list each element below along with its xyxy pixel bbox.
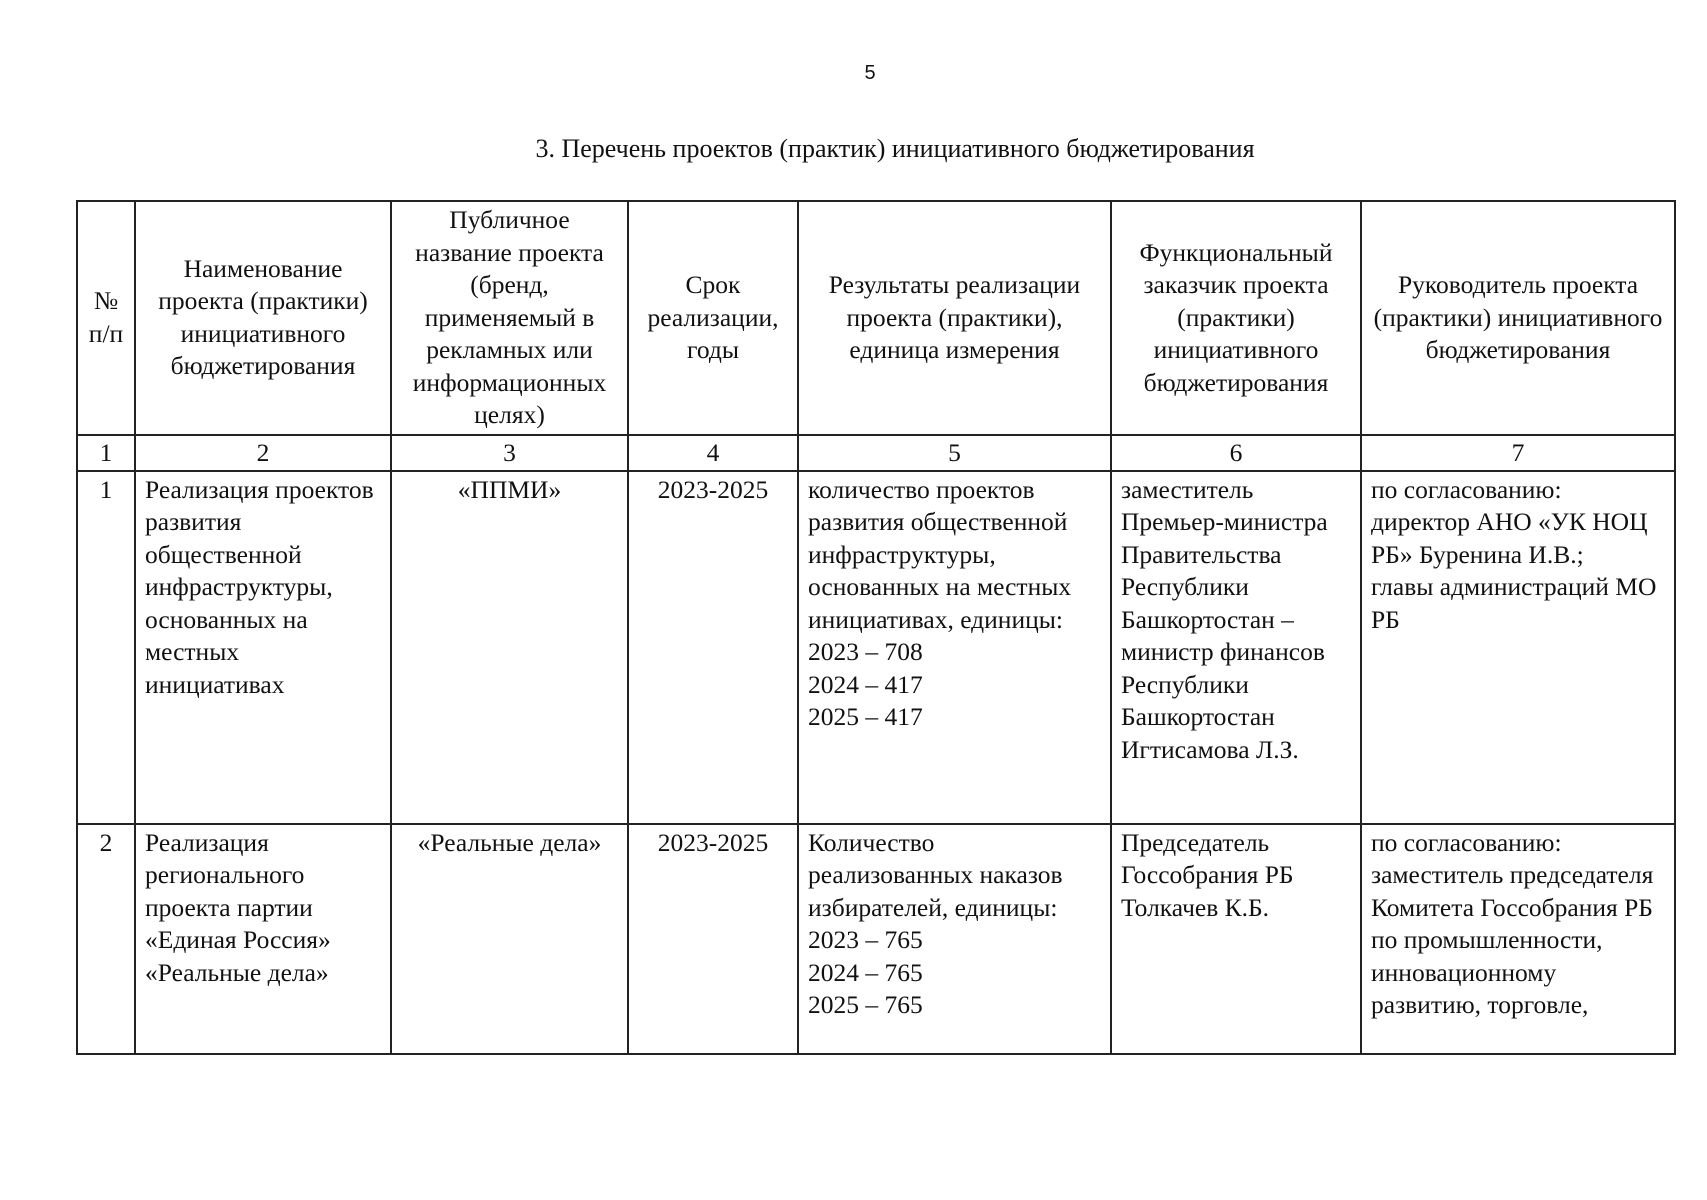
row-results [798, 824, 1111, 1054]
column-header-results: Результаты реализации проекта (практики), единица измерения [798, 201, 1111, 435]
row-customer: Председатель Госсобрания РБ Толкачев К.Б. [1111, 824, 1361, 1054]
column-number: 1 [77, 435, 135, 471]
results-line: 2023 – 765 [808, 925, 923, 954]
table-row [77, 824, 1675, 1054]
column-header-project-name: Наименование проекта (практики) инициативного бюджетирования [135, 201, 391, 435]
column-header-public-name: Публичное название проекта (бренд, применяемый в рекламных или информационных целях) [391, 201, 628, 435]
row-period: 2023-2025 [628, 471, 798, 824]
results-line: 2023 – 708 [808, 637, 923, 666]
row-customer: заместитель Премьер-министра Правительства Республики Башкортостан – министр финансов Республики Башкортостан Игтисамова Л.З. [1111, 471, 1361, 824]
results-line: 2025 – 765 [808, 990, 923, 1019]
row-project-head [1361, 824, 1675, 1054]
column-header-customer: Функциональный заказчик проекта (практики) инициативного бюджетирования [1111, 201, 1361, 435]
column-header-number: № п/п [77, 201, 135, 435]
row-project-name: Реализация регионального проекта партии «Единая Россия» «Реальные дела» [135, 824, 391, 1054]
results-line: 2025 – 417 [808, 702, 923, 731]
head-line: по согласованию: [1371, 474, 1562, 504]
page-number: 5 [864, 62, 876, 84]
column-header-project-head: Руководитель проекта (практики) инициативного бюджетирования [1361, 201, 1675, 435]
head-line: по согласованию: [1371, 827, 1562, 857]
head-line: заместитель председателя Комитета Госсобрания РБ [1371, 860, 1654, 922]
row-results [798, 471, 1111, 824]
column-number: 3 [391, 435, 628, 471]
head-line: главы администраций МО РБ [1371, 572, 1657, 634]
row-brand: «Реальные дела» [391, 824, 628, 1054]
column-number: 6 [1111, 435, 1361, 471]
results-line: 2024 – 765 [808, 957, 923, 987]
row-period: 2023-2025 [628, 824, 798, 1054]
column-number: 2 [135, 435, 391, 471]
head-line: по промышленности, инновационному развитию, торговле, [1371, 925, 1603, 1019]
column-numbers-row [77, 435, 1675, 471]
head-line: директор АНО «УК НОЦ РБ» Буренина И.В.; [1371, 507, 1648, 569]
document-title: 3. Перечень проектов (практик) инициативного бюджетирования [535, 134, 1255, 163]
row-project-head [1361, 471, 1675, 824]
projects-table [76, 200, 1676, 1055]
column-number: 7 [1361, 435, 1675, 471]
row-brand: «ППМИ» [391, 471, 628, 824]
results-line: количество проектов развития общественной инфраструктуры, основанных на местных инициативах, единицы: [808, 474, 1072, 634]
column-header-period: Срок реализации, годы [628, 201, 798, 435]
table-row [77, 471, 1675, 824]
results-line: Количество реализованных наказов избирателей, единицы: [808, 827, 1063, 922]
row-project-name: Реализация проектов развития общественной инфраструктуры, основанных на местных инициативах [135, 471, 391, 824]
row-number: 1 [77, 471, 135, 824]
column-number: 5 [798, 435, 1111, 471]
table-header-row [77, 201, 1675, 435]
column-number: 4 [628, 435, 798, 471]
row-number: 2 [77, 824, 135, 1054]
results-line: 2024 – 417 [808, 669, 923, 699]
